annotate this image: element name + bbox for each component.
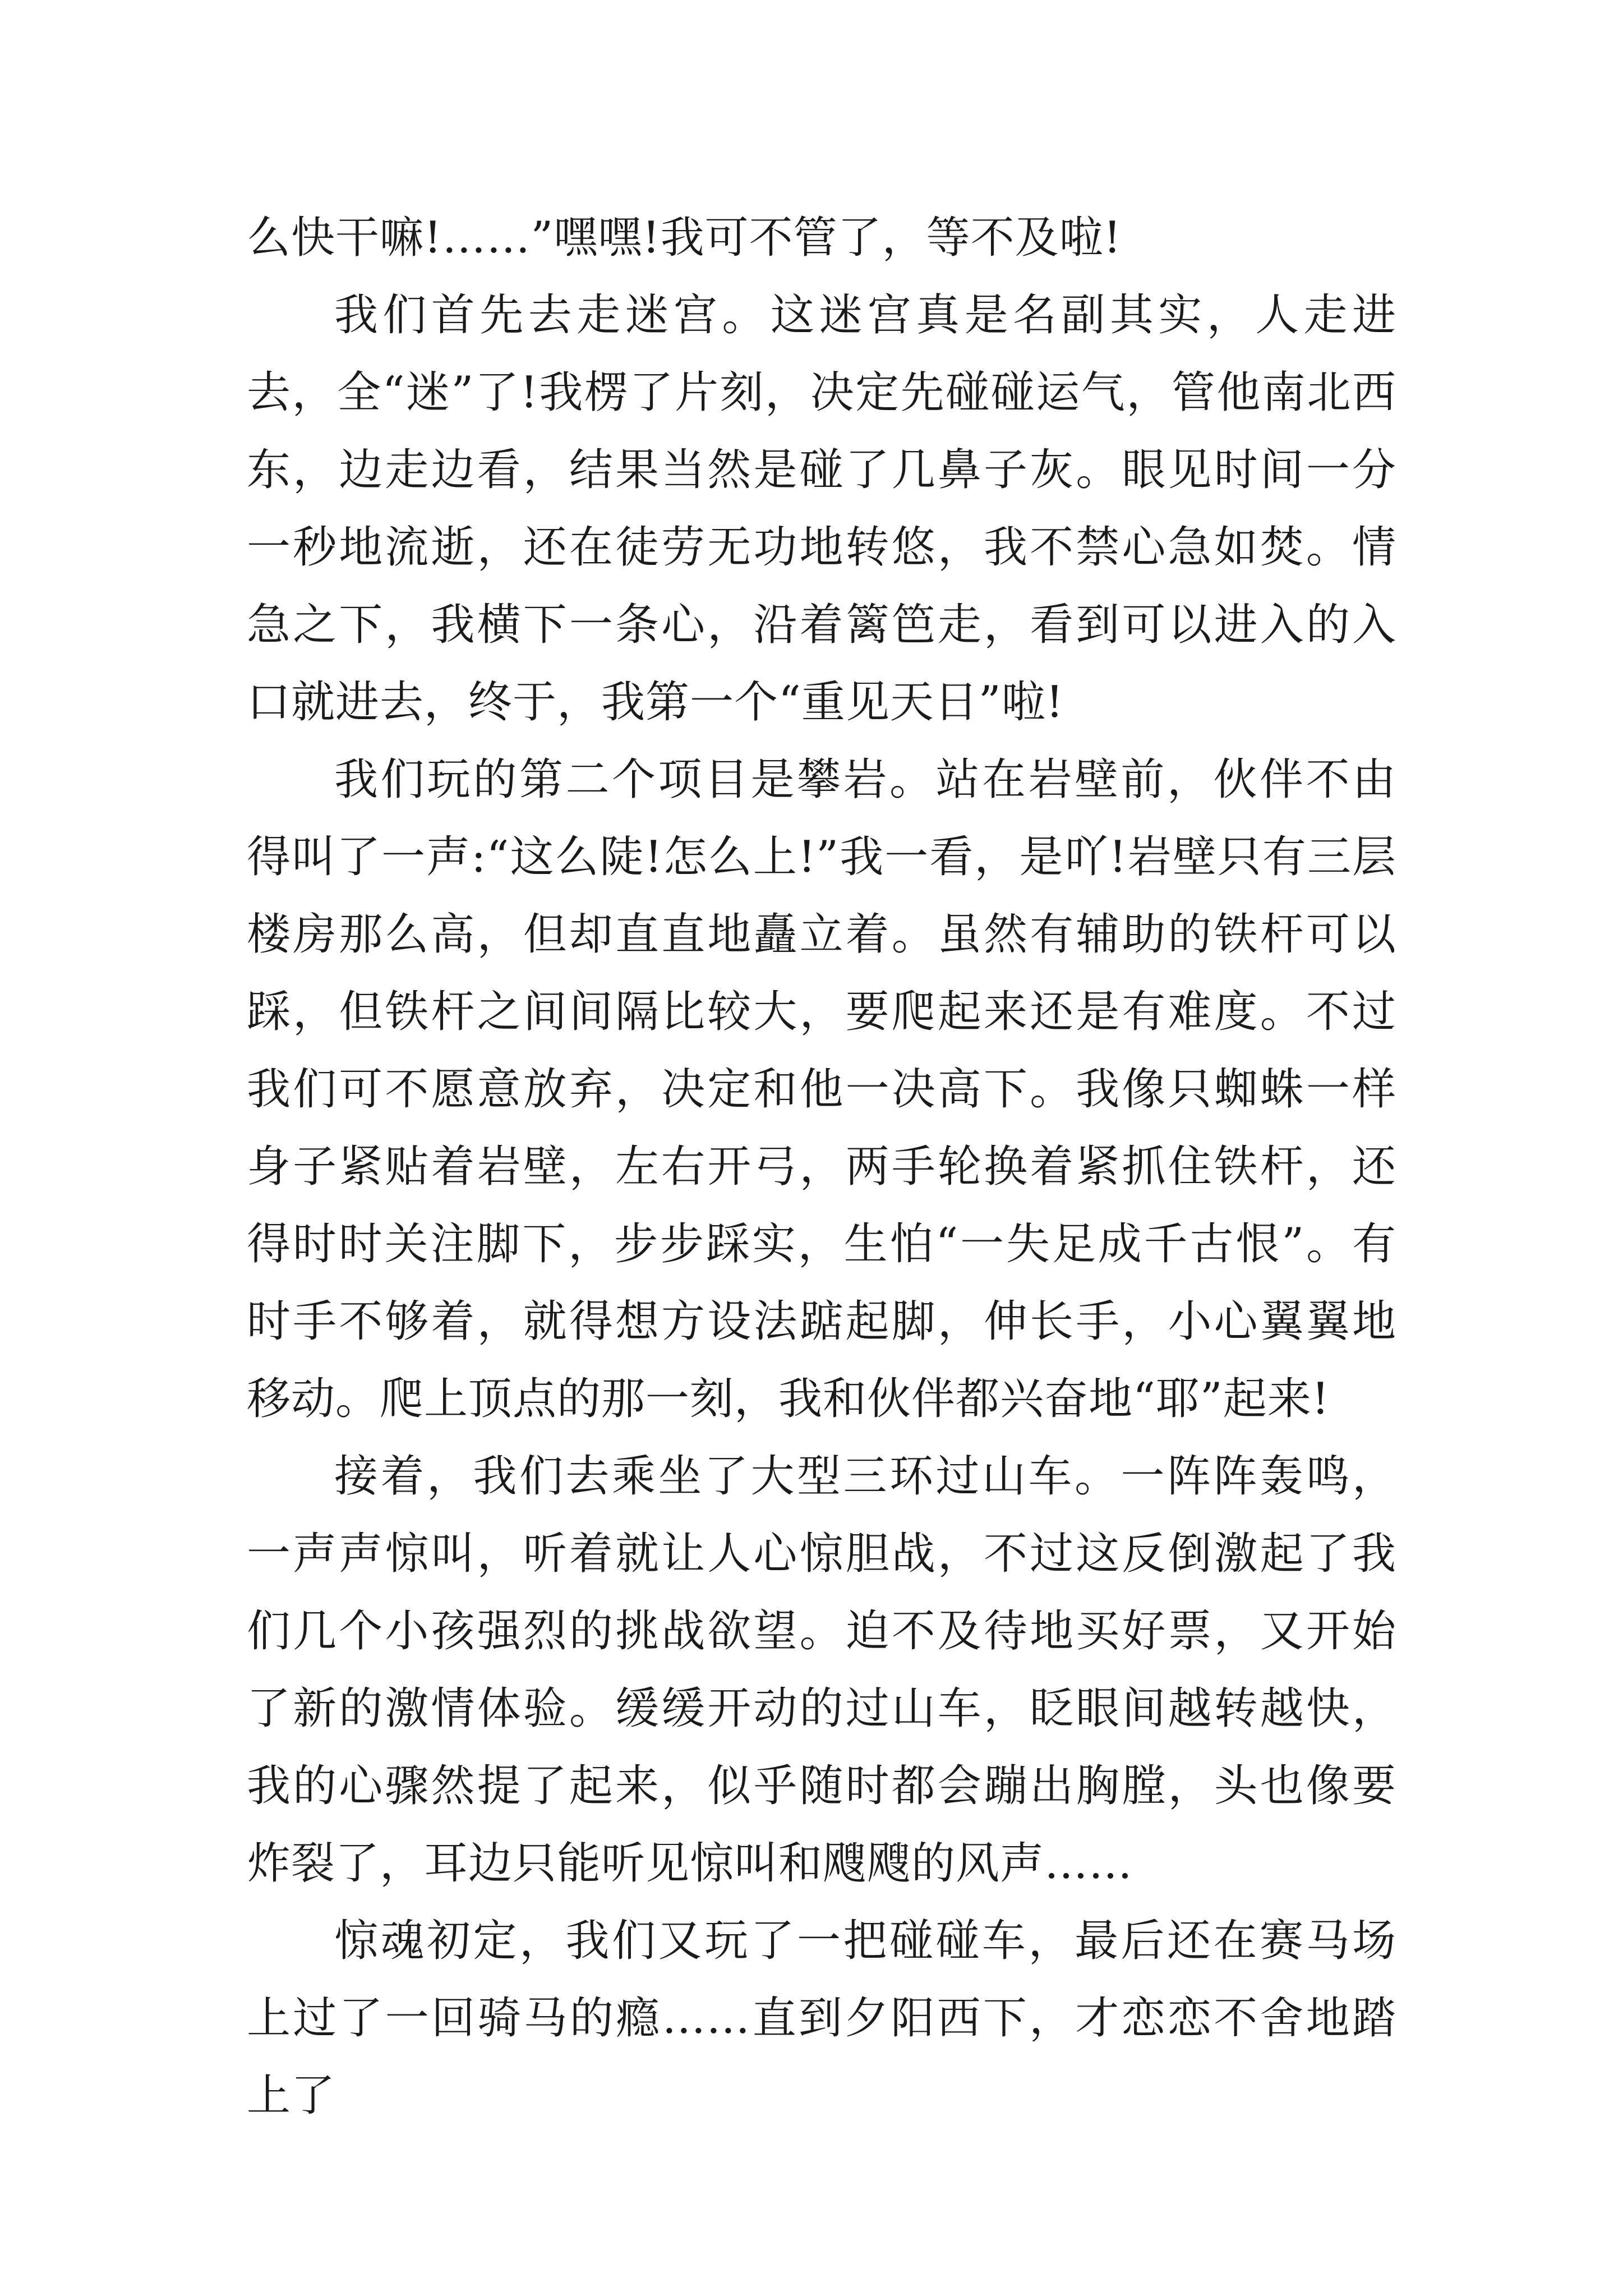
paragraph-roller-coaster: 接着，我们去乘坐了大型三环过山车。一阵阵轰鸣，一声声惊叫，听着就让人心惊胆战，不过这反倒激起了我们几个小孩强烈的挑战欲望。迫不及待地买好票，又开始了新的激情体验。缓缓开动的过山车，眨眼间越转越快，我的心骤然提了起来，似乎随时都会蹦出胸膛，头也像要炸裂了，耳边只能听见惊叫和飕飕的风声…… [247, 1451, 1396, 1889]
essay-body [247, 199, 1396, 2134]
paragraph-continuation: 么快干嘛!……”嘿嘿!我可不管了，等不及啦! [247, 213, 1122, 263]
paragraph-rock-climbing: 我们玩的第二个项目是攀岩。站在岩壁前，伙伴不由得叫了一声:“这么陡!怎么上!”我一看，是吖!岩壁只有三层楼房那么高，但却直直地矗立着。虽然有辅助的铁杆可以踩，但铁杆之间间隔比较大，要爬起来还是有难度。不过我们可不愿意放弃，决定和他一决高下。我像只蜘蛛一样身子紧贴着岩壁，左右开弓，两手轮换着紧抓住铁杆，还得时时关注脚下，步步踩实，生怕“一失足成千古恨”。有时手不够着，就得想方设法踮起脚，伸长手，小心翼翼地移动。爬上顶点的那一刻，我和伙伴都兴奋地“耶”起来! [247, 754, 1396, 1424]
paragraph-bumper-cars: 惊魂初定，我们又玩了一把碰碰车，最后还在赛马场上过了一回骑马的瘾……直到夕阳西下，才恋恋不舍地踏上了 [247, 1916, 1396, 2121]
paragraph-maze: 我们首先去走迷宫。这迷宫真是名副其实，人走进去，全“迷”了!我楞了片刻，决定先碰碰运气，管他南北西东，边走边看，结果当然是碰了几鼻子灰。眼见时间一分一秒地流逝，还在徒劳无功地转悠，我不禁心急如焚。情急之下，我横下一条心，沿着篱笆走，看到可以进入的入口就进去，终于，我第一个“重见天日”啦! [247, 290, 1396, 728]
